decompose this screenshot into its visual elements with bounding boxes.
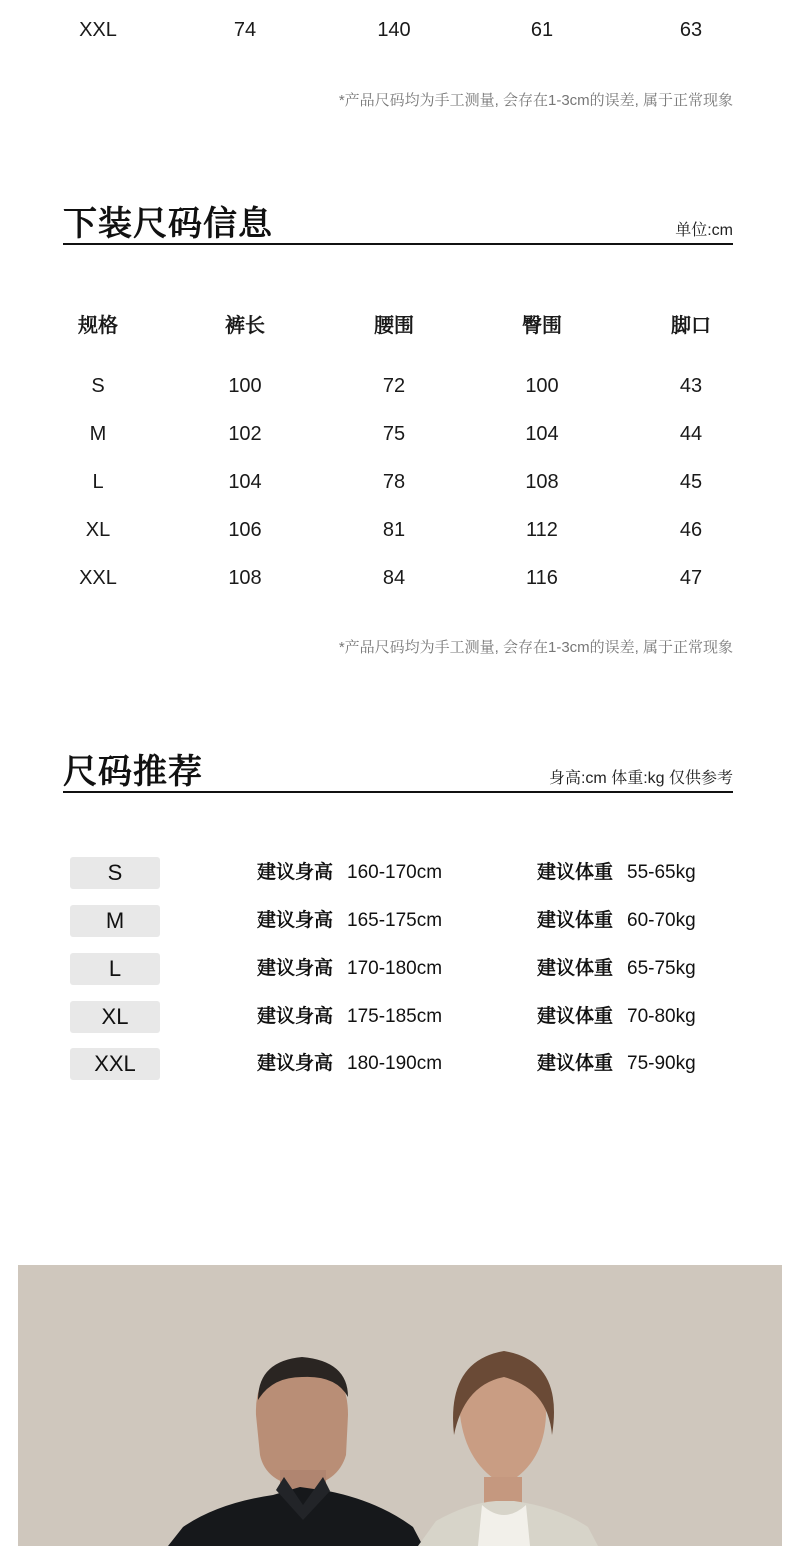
cell: 106: [228, 519, 262, 541]
weight-label: 建议体重: [537, 1053, 614, 1074]
cell: 100: [525, 375, 559, 397]
model-photo-illustration: [18, 1265, 782, 1546]
table-row: [0, 554, 800, 602]
cell: 108: [525, 471, 559, 493]
cell: 43: [679, 375, 703, 397]
cell-size: XXL: [79, 567, 117, 589]
measurement-note-bottoms: *产品尺码均为手工测量, 会存在1-3cm的误差, 属于正常现象: [338, 639, 733, 656]
weight-label: 建议体重: [537, 1006, 614, 1027]
height-value: 160-170cm: [347, 862, 443, 883]
height-label: 建议身高: [257, 1053, 334, 1074]
header-waist: 腰围: [374, 315, 414, 337]
table-row: [0, 506, 800, 554]
cell: 45: [679, 471, 703, 493]
table-row: [0, 458, 800, 506]
cell: 108: [228, 567, 262, 589]
cell: 75: [382, 423, 406, 445]
height-value: 170-180cm: [347, 958, 443, 979]
size-badge: S: [70, 857, 160, 889]
recommend-divider: [63, 791, 733, 793]
recommend-row: [0, 1048, 800, 1082]
size-badge: M: [70, 905, 160, 937]
recommend-unit-label: 身高:cm 体重:kg 仅供参考: [548, 770, 733, 787]
table-row: [0, 410, 800, 458]
weight-value: 55-65kg: [627, 862, 696, 883]
cell: 74: [233, 19, 257, 41]
cell: 46: [679, 519, 703, 541]
size-badge: L: [70, 953, 160, 985]
weight-value: 65-75kg: [627, 958, 696, 979]
recommend-row: [0, 953, 800, 987]
weight-value: 70-80kg: [627, 1006, 696, 1027]
weight-value: 75-90kg: [627, 1053, 696, 1074]
height-label: 建议身高: [257, 958, 334, 979]
weight-label: 建议体重: [537, 958, 614, 979]
cell: 72: [382, 375, 406, 397]
cell: 104: [525, 423, 559, 445]
weight-label: 建议体重: [537, 862, 614, 883]
header-length: 裤长: [225, 315, 265, 337]
cell: 78: [382, 471, 406, 493]
bottoms-divider: [63, 243, 733, 245]
height-label: 建议身高: [257, 862, 334, 883]
height-value: 180-190cm: [347, 1053, 443, 1074]
weight-value: 60-70kg: [627, 910, 696, 931]
top-table-row-xxl: [0, 6, 800, 54]
size-badge: XXL: [70, 1048, 160, 1080]
height-value: 165-175cm: [347, 910, 443, 931]
cell: 116: [526, 567, 558, 589]
cell-size: L: [92, 471, 104, 493]
measurement-note-top: *产品尺码均为手工测量, 会存在1-3cm的误差, 属于正常现象: [338, 92, 733, 109]
model-photo: [18, 1265, 782, 1546]
cell: 104: [228, 471, 262, 493]
size-badge: XL: [70, 1001, 160, 1033]
height-label: 建议身高: [257, 910, 334, 931]
header-size: 规格: [78, 315, 118, 337]
header-hem: 脚口: [671, 315, 711, 337]
cell: 102: [228, 423, 262, 445]
cell: 112: [526, 519, 558, 541]
weight-label: 建议体重: [537, 910, 614, 931]
cell: 44: [679, 423, 703, 445]
cell-size: XL: [85, 519, 111, 541]
height-label: 建议身高: [257, 1006, 334, 1027]
bottoms-table-header: [0, 302, 800, 350]
cell: 47: [679, 567, 703, 589]
height-value: 175-185cm: [347, 1006, 443, 1027]
cell: 100: [228, 375, 262, 397]
table-row: [0, 362, 800, 410]
header-hip: 臀围: [522, 315, 562, 337]
cell-size: XXL: [79, 19, 117, 41]
recommend-row: [0, 1001, 800, 1035]
cell: 63: [679, 19, 703, 41]
cell: 140: [377, 19, 411, 41]
cell: 81: [382, 519, 406, 541]
cell: 61: [530, 19, 554, 41]
bottoms-unit-label: 单位:cm: [675, 222, 733, 239]
size-recommend-title: 尺码推荐: [63, 753, 203, 791]
recommend-row: [0, 857, 800, 891]
bottoms-size-title: 下装尺码信息: [63, 205, 273, 243]
cell: 84: [382, 567, 406, 589]
recommend-row: [0, 905, 800, 939]
cell-size: M: [89, 423, 107, 445]
cell-size: S: [91, 375, 105, 397]
